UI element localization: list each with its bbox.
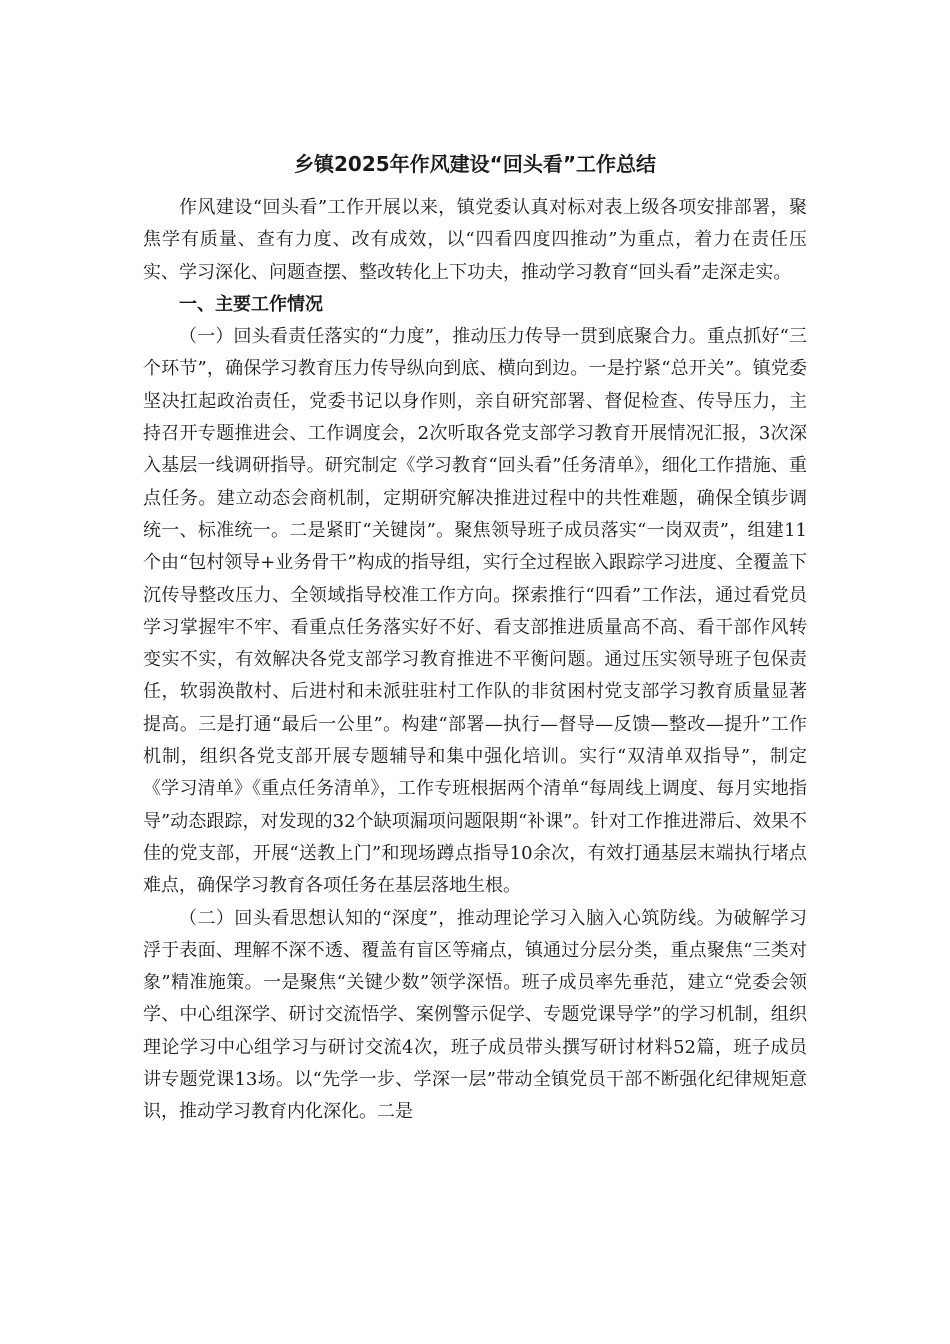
section-heading: 一、主要工作情况 [179,293,323,315]
paragraph-thinking: （二）回头看思想认知的“深度”，推动理论学习入脑入心筑防线。为破解学习浮于表面、理解不深不透、覆盖有盲区等痛点，镇通过分层分类，重点聚焦“三类对象”精准施策。一是聚焦“关键少数”领学深悟。班子成员率先垂范，建立“党委会领学、中心组深学、研讨交流悟学、案例警示促学、专题党课导学”的学习机制，组织理论学习中心组学习与研讨交流4次，班子成员带头撰写研讨材料52篇，班子成员讲专题党课13场。以“先学一步、学深一层”带动全镇党员干部不断强化纪律规矩意识，推动学习教育内化深化。二是 [143,907,807,1123]
intro-paragraph: 作风建设“回头看”工作开展以来，镇党委认真对标对表上级各项安排部署，聚焦学有质量、查有力度、改有成效，以“四看四度四推动”为重点，着力在责任压实、学习深化、问题查摆、整改转化上下功夫，推动学习教育“回头看”走深走实。 [143,197,807,283]
document-body [143,192,807,1129]
paragraph-responsibility: （一）回头看责任落实的“力度”，推动压力传导一贯到底聚合力。重点抓好“三个环节”，确保学习教育压力传导纵向到底、横向到边。一是拧紧“总开关”。镇党委坚决扛起政治责任，党委书记以身作则，亲自研究部署、督促检查、传导压力，主持召开专题推进会、工作调度会，2次听取各党支部学习教育开展情况汇报，3次深入基层一线调研指导。研究制定《学习教育“回头看”任务清单》，细化工作措施、重点任务。建立动态会商机制，定期研究解决推进过程中的共性难题，确保全镇步调统一、标准统一。二是紧盯“关键岗”。聚焦领导班子成员落实“一岗双责”，组建11个由“包村领导+业务骨干”构成的指导组，实行全过程嵌入跟踪学习进度、全覆盖下沉传导整改压力、全领域指导校准工作方向。探索推行“四看”工作法，通过看党员学习掌握牢不牢、看重点任务落实好不好、看支部推进质量高不高、看干部作风转变实不实，有效解决各党支部学习教育推进不平衡问题。通过压实领导班子包保责任，软弱涣散村、后进村和未派驻驻村工作队的非贫困村党支部学习教育质量显著提高。三是打通“最后一公里”。构建“部署—执行—督导—反馈—整改—提升”工作机制，组织各党支部开展专题辅导和集中强化培训。实行“双清单双指导”，制定《学习清单》《重点任务清单》，工作专班根据两个清单“每周线上调度、每月实地指导”动态跟踪，对发现的32个缺项漏项问题限期“补课”。针对工作推进滞后、效果不佳的党支部，开展“送教上门”和现场蹲点指导10余次，有效打通基层末端执行堵点难点，确保学习教育各项任务在基层落地生根。 [143,326,807,897]
document-title: 乡镇2025年作风建设“回头看”工作总结 [294,152,656,176]
document-page [143,0,807,1344]
